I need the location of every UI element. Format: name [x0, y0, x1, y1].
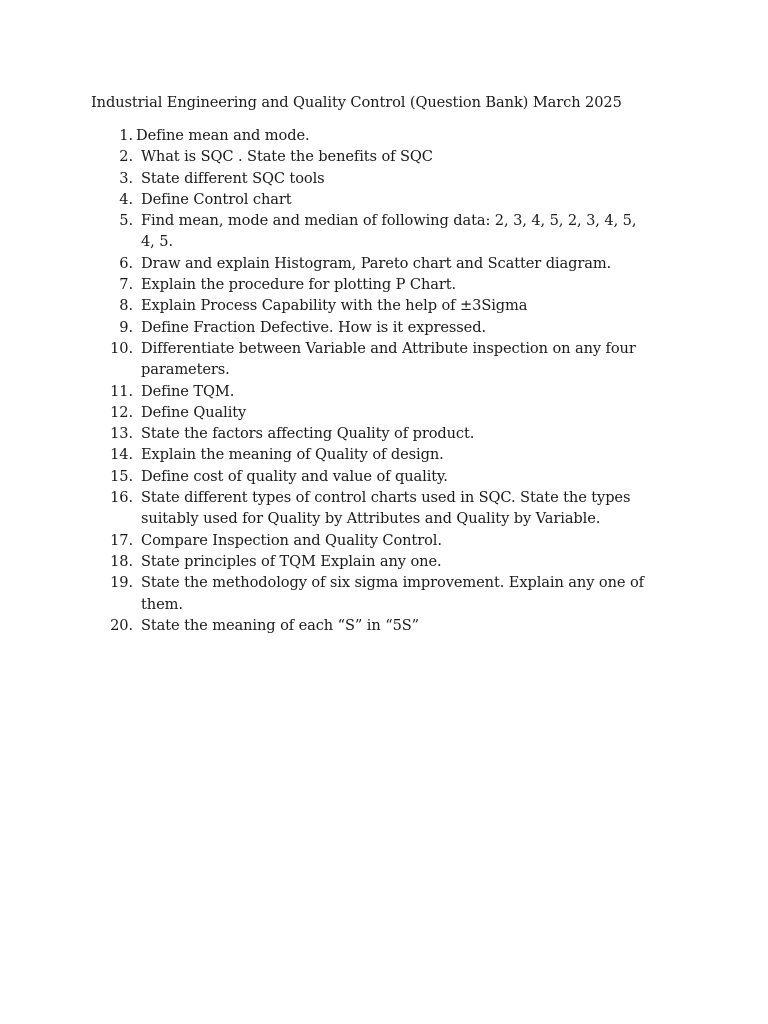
question-item [0, 572, 768, 615]
question-item [0, 530, 768, 551]
question-number: 17. [110, 531, 133, 549]
question-number: 13. [110, 425, 133, 443]
question-text: State the factors affecting Quality of product. [141, 425, 475, 443]
question-text: Differentiate between Variable and Attribute inspection on any four parameters. [141, 339, 636, 379]
question-text: Define cost of quality and value of quality. [141, 467, 448, 485]
question-number: 6. [119, 254, 133, 272]
question-item [0, 274, 768, 295]
question-item [0, 146, 768, 167]
question-text: Define TQM. [141, 382, 235, 400]
question-text: Compare Inspection and Quality Control. [141, 531, 442, 549]
question-number: 15. [110, 467, 133, 485]
question-text: Explain Process Capability with the help of ±3Sigma [141, 297, 528, 315]
question-text: Explain the procedure for plotting P Chart. [141, 276, 457, 294]
question-number: 7. [119, 276, 133, 294]
question-number: 3. [119, 169, 133, 187]
question-item [0, 168, 768, 189]
question-text: Define Control chart [141, 190, 292, 208]
question-number: 5. [119, 212, 133, 230]
question-number: 14. [110, 446, 133, 464]
question-text: Define mean and mode. [136, 127, 310, 144]
question-item [0, 381, 768, 402]
question-item [0, 615, 768, 636]
document-title: Industrial Engineering and Quality Control (Question Bank) March 2025 [91, 94, 622, 111]
question-number: 12. [110, 403, 133, 421]
question-text: Find mean, mode and median of following data: 2, 3, 4, 5, 2, 3, 4, 5, 4, 5. [141, 212, 637, 251]
question-number: 11. [110, 382, 133, 400]
question-item [0, 189, 768, 210]
question-text: State the meaning of each “S” in “5S” [141, 616, 420, 634]
question-text: State different types of control charts used in SQC. State the types suitably used for Quality by Attributes and Quality by Variable. [141, 489, 631, 528]
question-item [0, 551, 768, 572]
question-text: What is SQC . State the benefits of SQC [141, 148, 433, 166]
question-number: 4. [119, 190, 133, 208]
question-number: 18. [110, 552, 133, 570]
question-text: Define Fraction Defective. How is it expressed. [141, 318, 486, 336]
question-text: Explain the meaning of Quality of design. [141, 446, 444, 464]
question-item [0, 253, 768, 274]
question-text: State different SQC tools [141, 169, 325, 187]
question-item [0, 125, 768, 146]
question-text: State principles of TQM Explain any one. [141, 552, 442, 570]
question-text: State the methodology of six sigma improvement. Explain any one of them. [141, 574, 644, 613]
question-number: 2. [119, 148, 133, 166]
question-item [0, 487, 768, 530]
question-number: 19. [110, 574, 133, 592]
question-number: 16. [110, 489, 133, 507]
question-list [0, 125, 768, 636]
question-item [0, 210, 768, 253]
question-item [0, 423, 768, 444]
question-number: 10. [110, 339, 133, 357]
question-number: 1. [119, 127, 133, 144]
question-number: 20. [110, 616, 133, 634]
question-text: Draw and explain Histogram, Pareto chart and Scatter diagram. [141, 254, 612, 272]
question-number: 8. [119, 297, 133, 315]
question-item [0, 402, 768, 423]
question-number: 9. [119, 318, 133, 336]
question-item [0, 317, 768, 338]
question-text: Define Quality [141, 403, 247, 421]
question-item [0, 295, 768, 316]
question-item [0, 338, 768, 381]
question-item [0, 444, 768, 465]
question-item [0, 466, 768, 487]
